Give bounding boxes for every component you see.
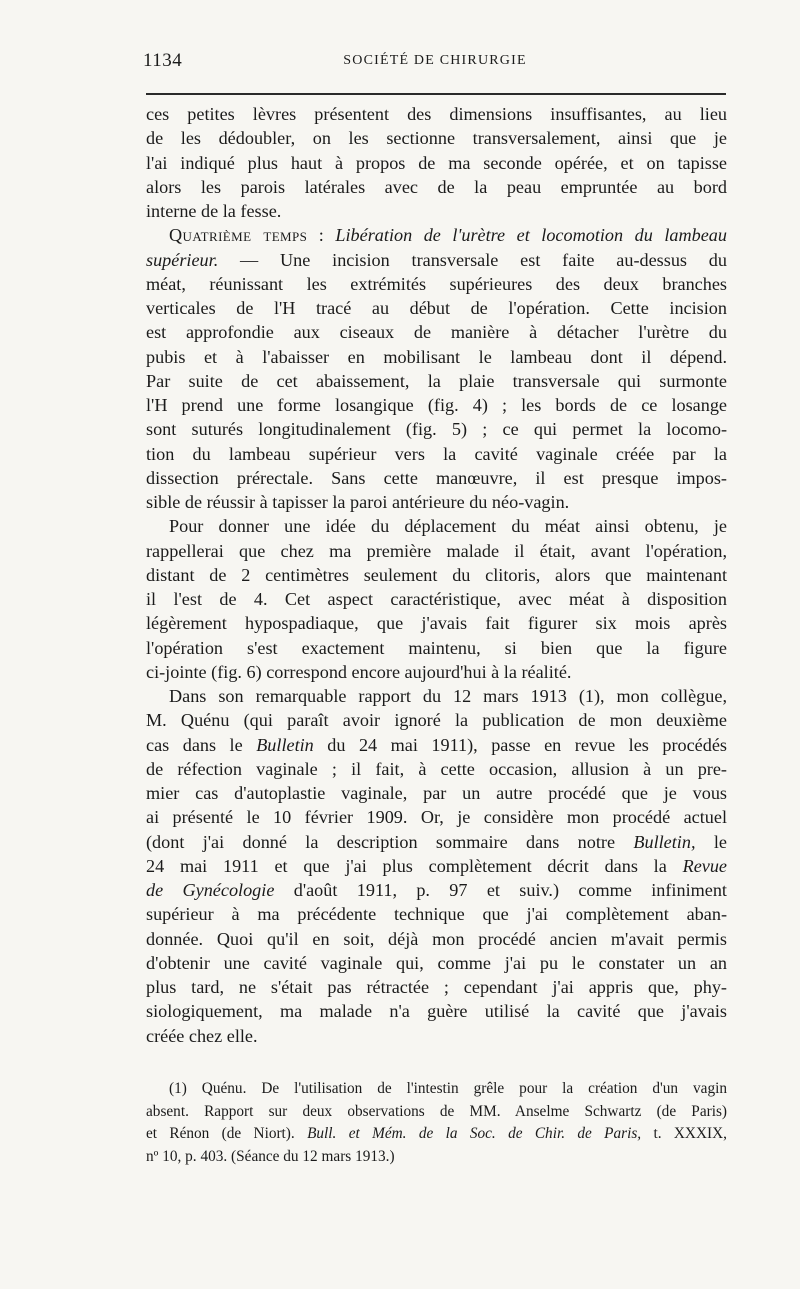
- paragraph: [146, 102, 727, 223]
- italic-run: Revue: [682, 855, 727, 876]
- italic-run: de Gynécologie: [146, 880, 275, 900]
- text-line: Par suite de cet abaissement, la plaie transversale qui surmonte: [146, 370, 727, 391]
- footnote-line: absent. Rapport sur deux observations de MM. Anselme Schwartz (de Paris): [146, 1102, 727, 1120]
- text-line: ces petites lèvres présentent des dimensions insuffisantes, au lieu: [146, 104, 727, 124]
- body-text: [146, 102, 727, 1048]
- page-header: [143, 50, 727, 72]
- italic-title: supérieur.: [146, 249, 219, 270]
- text-line: sont suturés longitudinalement (fig. 5) ; ce qui permet la locomo-: [146, 419, 727, 440]
- text-line: alors les parois latérales avec de la peau empruntée au bord: [146, 176, 727, 197]
- text-line: de les dédoubler, on les sectionne transversalement, ainsi que je: [146, 128, 727, 149]
- text-line: Dans son remarquable rapport du 12 mars 1913 (1), mon collègue,: [169, 686, 727, 706]
- text-line: [146, 248, 727, 272]
- page-number: 1134: [143, 50, 183, 71]
- paragraph: [146, 514, 727, 684]
- text-line: mier cas d'autoplastie vaginale, par un autre procédé que je vous: [146, 783, 727, 803]
- footnote-line: [146, 1123, 727, 1146]
- paragraph: [146, 684, 727, 1048]
- text-line: créée chez elle.: [146, 1025, 258, 1046]
- text-line: ci-jointe (fig. 6) correspond encore aujourd'hui à la réalité.: [146, 661, 572, 682]
- text-run: :: [307, 225, 336, 246]
- text-line: donnée. Quoi qu'il en soit, déjà mon procédé ancien m'avait permis: [146, 928, 727, 949]
- text-line: de réfection vaginale ; il fait, à cette occasion, allusion à un pre-: [146, 758, 727, 779]
- text-line: est approfondie aux ciseaux de manière à détacher l'urètre du: [146, 322, 727, 343]
- text-run: cas dans le: [146, 734, 257, 755]
- section-heading: Quatrième temps: [169, 225, 308, 246]
- text-line: interne de la fesse.: [146, 201, 282, 221]
- text-line: [146, 733, 727, 757]
- text-line: l'H prend une forme losangique (fig. 4) ; les bords de ce losange: [146, 395, 727, 415]
- italic-title: Libération de l'urètre et locomotion du lambeau: [335, 225, 727, 246]
- text-line: M. Quénu (qui paraît avoir ignoré la publication de mon deuxième: [146, 710, 727, 731]
- text-run: t. XXXIX,: [641, 1125, 727, 1142]
- footnote-line: nº 10, p. 403. (Séance du 12 mars 1913.): [146, 1147, 395, 1165]
- text-line: dissection prérectale. Sans cette manœuvre, il est presque impos-: [146, 467, 727, 488]
- text-line: rappellerai que chez ma première malade il était, avant l'opération,: [146, 540, 727, 561]
- text-run: du 24 mai 1911), passe en revue les procédés: [313, 734, 727, 755]
- text-line: légèrement hypospadiaque, que j'avais fait figurer six mois après: [146, 613, 727, 634]
- text-line: distant de 2 centimètres seulement du clitoris, alors que maintenant: [146, 564, 727, 585]
- text-run: le: [695, 831, 727, 852]
- text-run: d'août 1911, p. 97 et suiv.) comme infiniment: [274, 880, 727, 900]
- text-line: il l'est de 4. Cet aspect caractéristique, avec méat à disposition: [146, 589, 727, 609]
- text-line: l'opération s'est exactement maintenu, si bien que la figure: [146, 637, 727, 658]
- text-run: — Une incision transversale est faite au-dessus du: [218, 249, 727, 270]
- text-line: sible de réussir à tapisser la paroi antérieure du néo-vagin.: [146, 492, 570, 512]
- text-run: 24 mai 1911 et que j'ai plus complètement décrit dans la: [146, 855, 683, 876]
- text-line: d'obtenir une cavité vaginale qui, comme j'ai pu le constater un an: [146, 952, 727, 973]
- text-line: [146, 854, 727, 878]
- header-rule: [146, 93, 726, 95]
- text-line: tion du lambeau supérieur vers la cavité vaginale créée par la: [146, 443, 727, 464]
- text-line: siologiquement, ma malade n'a guère utilisé la cavité que j'avais: [146, 1001, 727, 1022]
- text-line: méat, réunissant les extrémités supérieures des deux branches: [146, 273, 727, 294]
- text-line: [146, 830, 727, 854]
- text-line: plus tard, ne s'était pas rétractée ; cependant j'ai appris que, phy-: [146, 977, 727, 997]
- text-run: et Rénon (de Niort).: [146, 1125, 308, 1142]
- text-line: l'ai indiqué plus haut à propos de ma seconde opérée, et on tapisse: [146, 152, 727, 173]
- running-title: SOCIÉTÉ DE CHIRURGIE: [343, 53, 527, 68]
- text-line: supérieur à ma précédente technique que j'ai complètement aban-: [146, 904, 727, 925]
- text-line: Pour donner une idée du déplacement du méat ainsi obtenu, je: [169, 516, 727, 537]
- text-line: verticales de l'H tracé au début de l'opération. Cette incision: [146, 298, 727, 318]
- footnote-line: (1) Quénu. De l'utilisation de l'intestin grêle pour la création d'un vagin: [169, 1080, 727, 1097]
- paragraph: [146, 223, 727, 514]
- italic-run: Bulletin,: [633, 831, 696, 852]
- text-line: ai présenté le 10 février 1909. Or, je considère mon procédé actuel: [146, 807, 727, 828]
- text-line: pubis et à l'abaisser en mobilisant le lambeau dont il dépend.: [146, 346, 727, 367]
- text-line: [146, 878, 727, 902]
- italic-run: Bull. et Mém. de la Soc. de Chir. de Paris,: [307, 1125, 642, 1142]
- footnote: [146, 1078, 727, 1168]
- text-line: [146, 223, 727, 247]
- text-run: (dont j'ai donné la description sommaire dans notre: [146, 831, 634, 852]
- italic-run: Bulletin: [256, 734, 314, 755]
